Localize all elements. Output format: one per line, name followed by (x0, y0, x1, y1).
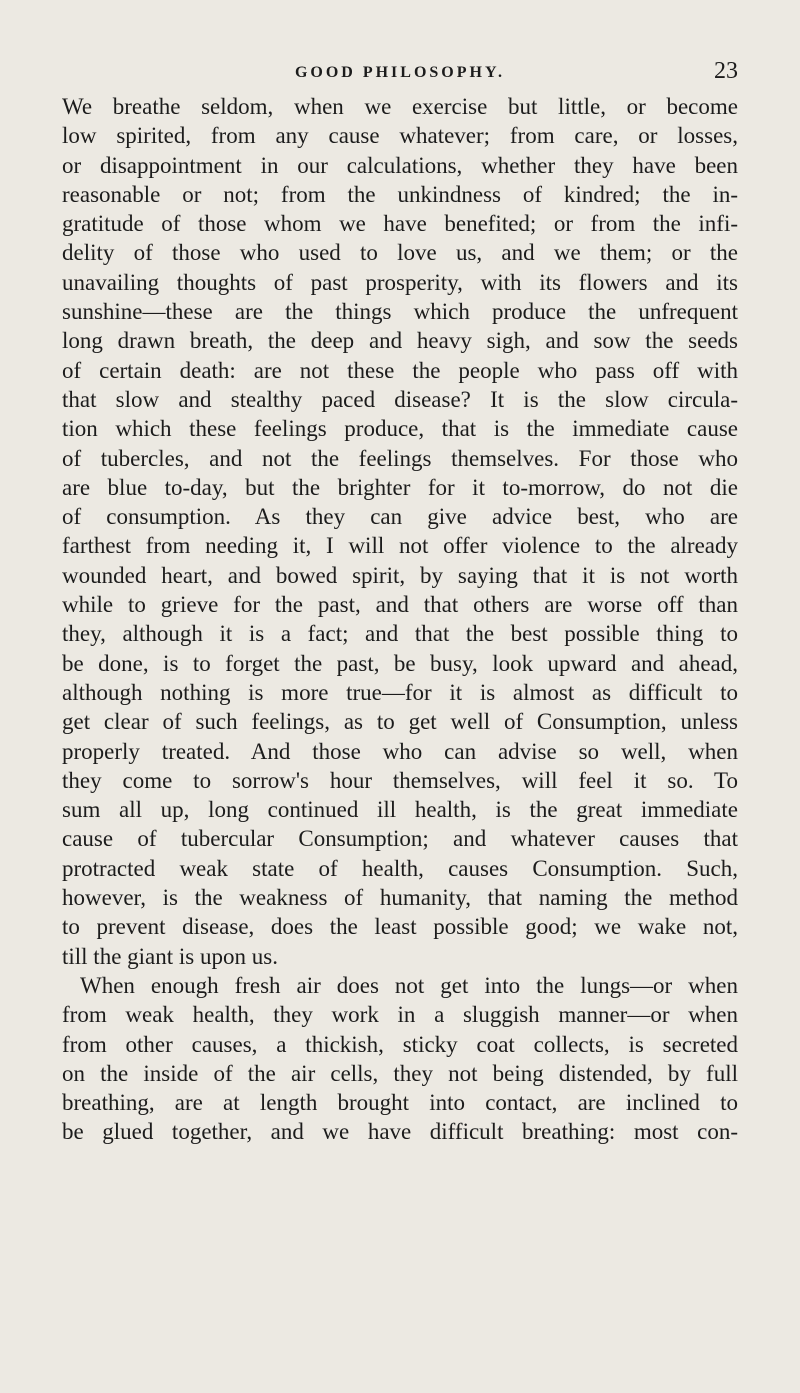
text-line: to prevent disease, does the least possible good; we wake not, (62, 914, 738, 940)
text-line: are blue to-day, but the brighter for it to-morrow, do not die (62, 474, 738, 500)
running-title: GOOD PHILOSOPHY. (294, 64, 506, 81)
text-line: low spirited, from any cause whatever; from care, or losses, (62, 123, 738, 149)
text-line: while to grieve for the past, and that others are worse off than (62, 592, 738, 618)
text-line: get clear of such feelings, as to get well of Consumption, unless (62, 709, 738, 735)
text-line: from other causes, a thickish, sticky coat collects, is secreted (62, 1031, 738, 1057)
text-line: of consumption. As they can give advice best, who are (62, 504, 738, 530)
text-line: unavailing thoughts of past prosperity, with its flowers and its (62, 269, 738, 295)
text-line: gratitude of those whom we have benefited; or from the infi- (62, 211, 738, 237)
running-head (62, 60, 738, 90)
text-line: protracted weak state of health, causes Consumption. Such, (62, 855, 738, 881)
text-line: of tubercles, and not the feelings themselves. For those who (62, 445, 738, 471)
text-line: tion which these feelings produce, that is the immediate cause (62, 416, 738, 442)
text-line: farthest from needing it, I will not offer violence to the already (62, 533, 738, 559)
text-line: they come to sorrow's hour themselves, will feel it so. To (62, 767, 738, 793)
text-line: be glued together, and we have difficult breathing: most con- (62, 1119, 738, 1145)
text-line: When enough fresh air does not get into the lungs—or when (80, 972, 738, 998)
text-line: of certain death: are not these the people who pass off with (62, 357, 738, 383)
text-line: cause of tubercular Consumption; and whatever causes that (62, 826, 738, 852)
text-line: although nothing is more true—for it is almost as difficult to (62, 679, 738, 705)
text-line: from weak health, they work in a sluggish manner—or when (62, 1002, 738, 1028)
body-text (62, 92, 738, 1147)
text-line: till the giant is upon us. (62, 943, 278, 969)
text-line: they, although it is a fact; and that the best possible thing to (62, 621, 738, 647)
text-line: be done, is to forget the past, be busy, look upward and ahead, (62, 650, 738, 676)
text-line: sunshine—these are the things which produce the unfrequent (62, 299, 738, 325)
text-line: delity of those who used to love us, and we them; or the (62, 240, 738, 266)
text-line: properly treated. And those who can advise so well, when (62, 738, 738, 764)
text-line: sum all up, long continued ill health, is the great immediate (62, 797, 738, 823)
text-line: We breathe seldom, when we exercise but little, or become (62, 94, 738, 119)
text-line: that slow and stealthy paced disease? It is the slow circula- (62, 386, 738, 412)
text-line: on the inside of the air cells, they not being distended, by full (62, 1060, 738, 1086)
text-line: however, is the weakness of humanity, that naming the method (62, 885, 738, 911)
page-number: 23 (714, 58, 738, 84)
text-line: reasonable or not; from the unkindness of kindred; the in- (62, 181, 738, 207)
text-line: long drawn breath, the deep and heavy sigh, and sow the seeds (62, 328, 738, 354)
text-line: breathing, are at length brought into contact, are inclined to (62, 1090, 738, 1116)
text-line: or disappointment in our calculations, whether they have been (62, 152, 738, 178)
text-line: wounded heart, and bowed spirit, by saying that it is not worth (62, 562, 738, 588)
